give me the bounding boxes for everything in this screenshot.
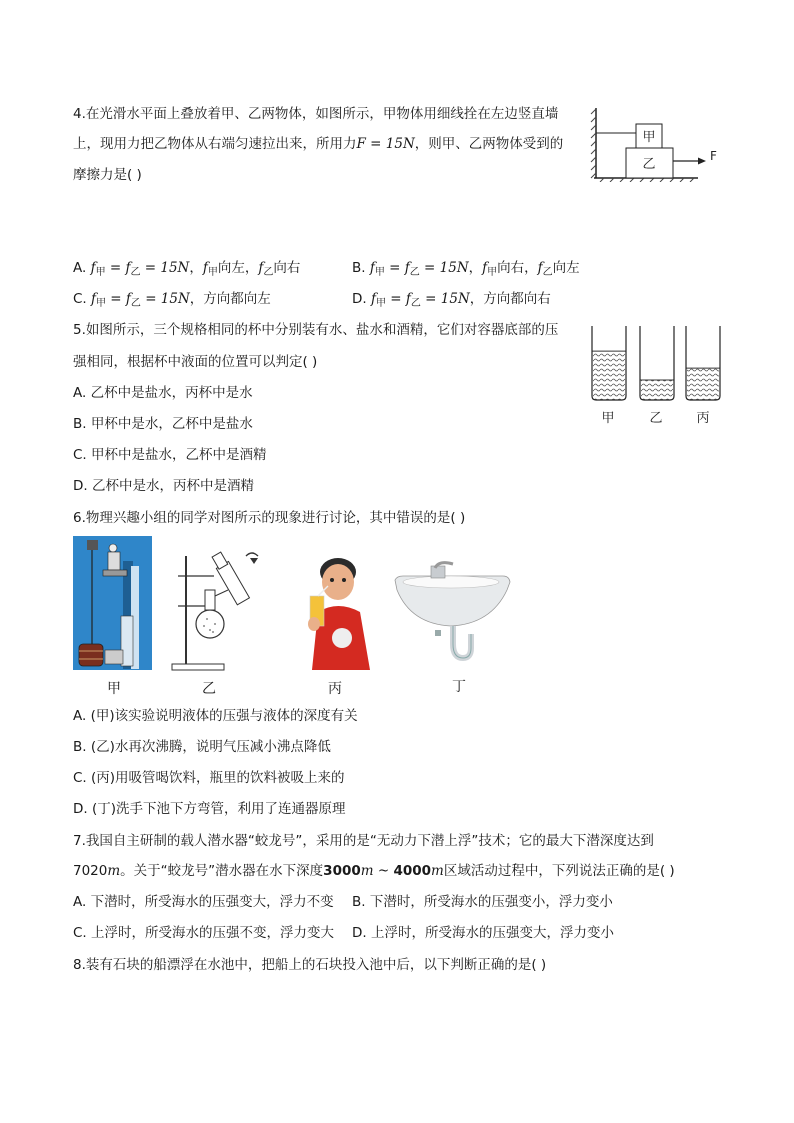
block-yi-label: 乙 bbox=[642, 157, 656, 172]
q8-line1: 8.装有石块的船漂浮在水池中，把船上的石块投入池中后，以下判断正确的是( ) bbox=[73, 957, 547, 973]
block-jia-label: 甲 bbox=[642, 130, 656, 145]
fig-label-ding: 丁 bbox=[452, 679, 466, 695]
option-c-rest: ，方向都向左 bbox=[189, 291, 271, 307]
boy-drinking-image bbox=[298, 552, 380, 672]
option-d-rest: ，方向都向右 bbox=[469, 291, 551, 307]
q4-line3: 摩擦力是( ) bbox=[73, 167, 142, 183]
q4-blocks-figure bbox=[590, 106, 725, 182]
q7-option-b[interactable]: B. 下潜时，所受海水的压强变小，浮力变小 bbox=[352, 894, 613, 910]
q7-line2: 7020m。关于“蛟龙号”潜水器在水下深度3000m ~ 4000m区域活动过程中，下列说法正确的是( ) bbox=[73, 863, 675, 879]
q6-option-a[interactable]: A. (甲)该实验说明液体的压强与液体的深度有关 bbox=[73, 708, 358, 724]
q5-line1: 5.如图所示，三个规格相同的杯中分别装有水、盐水和酒精，它们对容器底部的压 bbox=[73, 322, 559, 338]
q6-option-c[interactable]: C. (丙)用吸管喝饮料，瓶里的饮料被吸上来的 bbox=[73, 770, 345, 786]
arrow-head bbox=[698, 158, 706, 165]
q4-line1: 4.在光滑水平面上叠放着甲、乙两物体，如图所示，甲物体用细线拴在左边竖直墙 bbox=[73, 106, 559, 122]
q5-option-d[interactable]: D. 乙杯中是水，丙杯中是酒精 bbox=[73, 478, 254, 494]
q6-option-b[interactable]: B. (乙)水再次沸腾，说明气压减小沸点降低 bbox=[73, 739, 331, 755]
q5-cups-figure bbox=[588, 322, 728, 432]
q4-option-c[interactable]: C. $f_甲 = f_乙 = 15N$，方向都向左 bbox=[73, 291, 271, 309]
q7-option-d[interactable]: D. 上浮时，所受海水的压强变大，浮力变小 bbox=[352, 925, 614, 941]
option-d-eq: $f_甲 = f_乙 = 15N$ bbox=[370, 291, 470, 309]
q5-line2: 强相同，根据杯中液面的位置可以判定( ) bbox=[73, 354, 318, 370]
cup-label-jia: 甲 bbox=[601, 411, 615, 426]
q4-option-a[interactable]: A. $f_甲 = f_乙 = 15N$，$f_甲$向左，$f_乙$向右 bbox=[73, 260, 301, 278]
fig-label-jia: 甲 bbox=[107, 681, 121, 697]
option-a-rest: ，$f_甲$向左，$f_乙$向右 bbox=[189, 260, 301, 278]
cup-bing-liquid bbox=[687, 368, 719, 400]
q4-line2-pre: 上，现用力把乙物体从右端匀速拉出来，所用力 bbox=[73, 136, 357, 152]
q4-option-b[interactable]: B. $f_甲 = f_乙 = 15N$，$f_甲$向右，$f_乙$向左 bbox=[352, 260, 580, 278]
option-a-eq: $f_甲 = f_乙 = 15N$ bbox=[90, 260, 190, 278]
option-c-eq: $f_甲 = f_乙 = 15N$ bbox=[91, 291, 190, 309]
q4-force-eq: F = 15N bbox=[356, 136, 415, 152]
cup-label-bing: 丙 bbox=[696, 411, 710, 426]
sink-image bbox=[391, 560, 513, 672]
q7-option-c[interactable]: C. 上浮时，所受海水的压强不变，浮力变大 bbox=[73, 925, 335, 941]
q4-option-d[interactable]: D. $f_甲 = f_乙 = 15N$，方向都向右 bbox=[352, 291, 551, 309]
q4-line2 bbox=[73, 134, 563, 154]
cup-jia-liquid bbox=[593, 351, 625, 400]
cup-label-yi: 乙 bbox=[649, 411, 663, 426]
q7-line1: 7.我国自主研制的载人潜水器“蛟龙号”，采用的是“无动力下潜上浮”技术；它的最大下潜深度达到 bbox=[73, 833, 654, 849]
q5-option-c[interactable]: C. 甲杯中是盐水，乙杯中是酒精 bbox=[73, 447, 267, 463]
option-b-eq: $f_甲 = f_乙 = 15N$ bbox=[369, 260, 469, 278]
q7-option-a[interactable]: A. 下潜时，所受海水的压强变大，浮力不变 bbox=[73, 894, 334, 910]
cup-yi-liquid bbox=[641, 380, 673, 400]
option-b-rest: ，$f_甲$向右，$f_乙$向左 bbox=[468, 260, 580, 278]
fig-label-bing: 丙 bbox=[328, 681, 342, 697]
q4-line2-post: ，则甲、乙两物体受到的 bbox=[414, 136, 564, 152]
q6-line1: 6.物理兴趣小组的同学对图所示的现象进行讨论，其中错误的是( ) bbox=[73, 510, 466, 526]
force-label: F bbox=[710, 149, 717, 163]
q6-option-d[interactable]: D. (丁)洗手下池下方弯管，利用了连通器原理 bbox=[73, 801, 346, 817]
q5-option-a[interactable]: A. 乙杯中是盐水，丙杯中是水 bbox=[73, 385, 253, 401]
barrel-experiment-image bbox=[73, 536, 152, 670]
flask-syringe-image bbox=[168, 546, 262, 672]
fig-label-yi: 乙 bbox=[202, 681, 216, 697]
q5-option-b[interactable]: B. 甲杯中是水，乙杯中是盐水 bbox=[73, 416, 253, 432]
